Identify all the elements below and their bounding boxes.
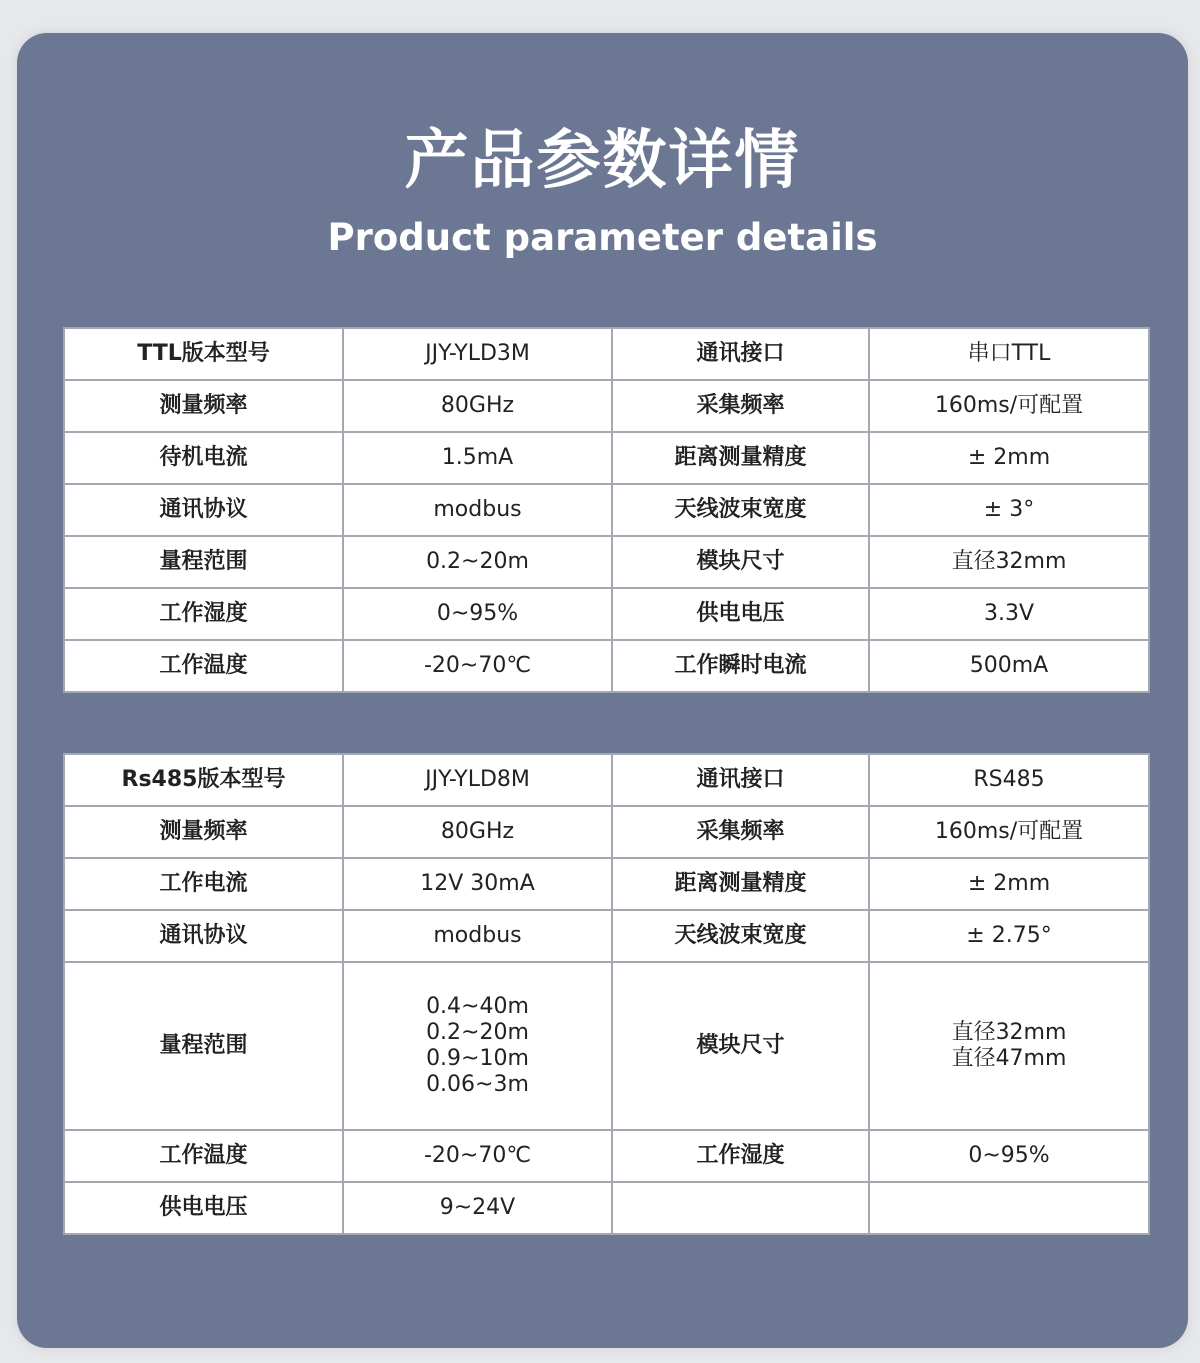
param-label: 工作湿度: [64, 588, 343, 640]
param-label: 模块尺寸: [612, 962, 869, 1130]
param-label: 工作瞬时电流: [612, 640, 869, 692]
table-row: [64, 858, 1149, 910]
param-value: 9~24V: [343, 1182, 612, 1234]
param-label: 供电电压: [64, 1182, 343, 1234]
table-row: [64, 380, 1149, 432]
param-value: 0~95%: [869, 1130, 1149, 1182]
param-value: ± 2mm: [869, 858, 1149, 910]
param-value: ± 2.75°: [869, 910, 1149, 962]
param-value: 160ms/可配置: [869, 380, 1149, 432]
table-row: [64, 432, 1149, 484]
table-row: [64, 588, 1149, 640]
param-label: 天线波束宽度: [612, 484, 869, 536]
parameter-card: [17, 33, 1188, 1348]
table-row: [64, 640, 1149, 692]
param-value: 0.4~40m 0.2~20m 0.9~10m 0.06~3m: [343, 962, 612, 1130]
param-value: JJY-YLD8M: [343, 754, 612, 806]
param-label: 工作电流: [64, 858, 343, 910]
param-value: JJY-YLD3M: [343, 328, 612, 380]
param-label: 距离测量精度: [612, 432, 869, 484]
param-label: 量程范围: [64, 536, 343, 588]
table-row: [64, 962, 1149, 1130]
param-label: Rs485版本型号: [64, 754, 343, 806]
table-row: [64, 328, 1149, 380]
param-value: 0~95%: [343, 588, 612, 640]
table-row: [64, 536, 1149, 588]
page-subtitle: Product parameter details: [327, 216, 878, 259]
page-title: 产品参数详情: [404, 124, 801, 198]
param-value: 串口TTL: [869, 328, 1149, 380]
param-label: 采集频率: [612, 380, 869, 432]
param-value: -20~70℃: [343, 640, 612, 692]
table-row: [64, 910, 1149, 962]
param-value: ± 2mm: [869, 432, 1149, 484]
param-label: 工作温度: [64, 1130, 343, 1182]
param-label: 测量频率: [64, 380, 343, 432]
param-label: 通讯协议: [64, 484, 343, 536]
table-row: [64, 754, 1149, 806]
param-label: 供电电压: [612, 588, 869, 640]
param-label: 工作湿度: [612, 1130, 869, 1182]
param-value: modbus: [343, 484, 612, 536]
param-label: 通讯接口: [612, 754, 869, 806]
param-label: 模块尺寸: [612, 536, 869, 588]
table-row: [64, 1182, 1149, 1234]
param-value: 3.3V: [869, 588, 1149, 640]
param-value: 1.5mA: [343, 432, 612, 484]
rs485-parameter-table: [63, 753, 1150, 1235]
param-value: modbus: [343, 910, 612, 962]
param-label: 待机电流: [64, 432, 343, 484]
param-value: 直径32mm: [869, 536, 1149, 588]
param-value: 0.2~20m: [343, 536, 612, 588]
table-row: [64, 484, 1149, 536]
param-label: [612, 1182, 869, 1234]
param-label: 量程范围: [64, 962, 343, 1130]
param-label: 天线波束宽度: [612, 910, 869, 962]
param-label: 距离测量精度: [612, 858, 869, 910]
param-value: 80GHz: [343, 806, 612, 858]
param-label: TTL版本型号: [64, 328, 343, 380]
param-label: 测量频率: [64, 806, 343, 858]
param-value: [869, 1182, 1149, 1234]
param-value: 500mA: [869, 640, 1149, 692]
table-row: [64, 806, 1149, 858]
param-value: RS485: [869, 754, 1149, 806]
param-value: 直径32mm 直径47mm: [869, 962, 1149, 1130]
param-value: 160ms/可配置: [869, 806, 1149, 858]
param-label: 通讯协议: [64, 910, 343, 962]
param-value: 12V 30mA: [343, 858, 612, 910]
param-value: 80GHz: [343, 380, 612, 432]
param-label: 通讯接口: [612, 328, 869, 380]
param-value: -20~70℃: [343, 1130, 612, 1182]
param-label: 工作温度: [64, 640, 343, 692]
ttl-parameter-table: [63, 327, 1150, 693]
table-row: [64, 1130, 1149, 1182]
param-label: 采集频率: [612, 806, 869, 858]
param-value: ± 3°: [869, 484, 1149, 536]
